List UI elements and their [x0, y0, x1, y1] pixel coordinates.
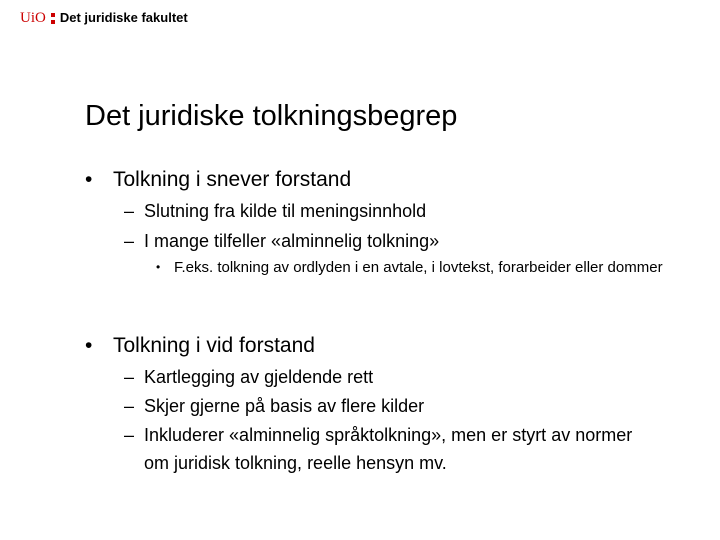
- bullet-icon: •: [156, 260, 161, 274]
- bullet-icon: •: [85, 168, 93, 191]
- dash-icon: –: [124, 425, 135, 445]
- sub-sub-bullet-text: F.eks. tolkning av ordlyden i en avtale, i lovtekst, forarbeider eller dommer: [174, 259, 663, 276]
- sub-bullet-text: Inkluderer «alminnelig språktolkning», men er styrt av normer om juridisk tolkning, reelle hensyn mv.: [144, 425, 633, 473]
- sub-bullet-text: Kartlegging av gjeldende rett: [144, 367, 374, 387]
- dash-icon: –: [124, 231, 135, 251]
- dash-icon: –: [124, 367, 135, 387]
- faculty-name: Det juridiske fakultet: [59, 10, 188, 25]
- sub-bullet-text: Skjer gjerne på basis av flere kilder: [144, 396, 425, 416]
- dash-icon: –: [124, 201, 135, 221]
- logo-colon-icon: [51, 13, 55, 24]
- slide-title: Det juridiske tolkningsbegrep: [85, 100, 458, 132]
- sub-bullet-text: Slutning fra kilde til meningsinnhold: [144, 201, 427, 221]
- sub-bullet-text: I mange tilfeller «alminnelig tolkning»: [144, 231, 440, 251]
- bullet-icon: •: [85, 334, 93, 357]
- bullet-text: Tolkning i vid forstand: [113, 334, 315, 357]
- dash-icon: –: [124, 396, 135, 416]
- uio-logo: UiO: [20, 10, 46, 26]
- header: [20, 10, 188, 26]
- bullet-text: Tolkning i snever forstand: [113, 168, 352, 191]
